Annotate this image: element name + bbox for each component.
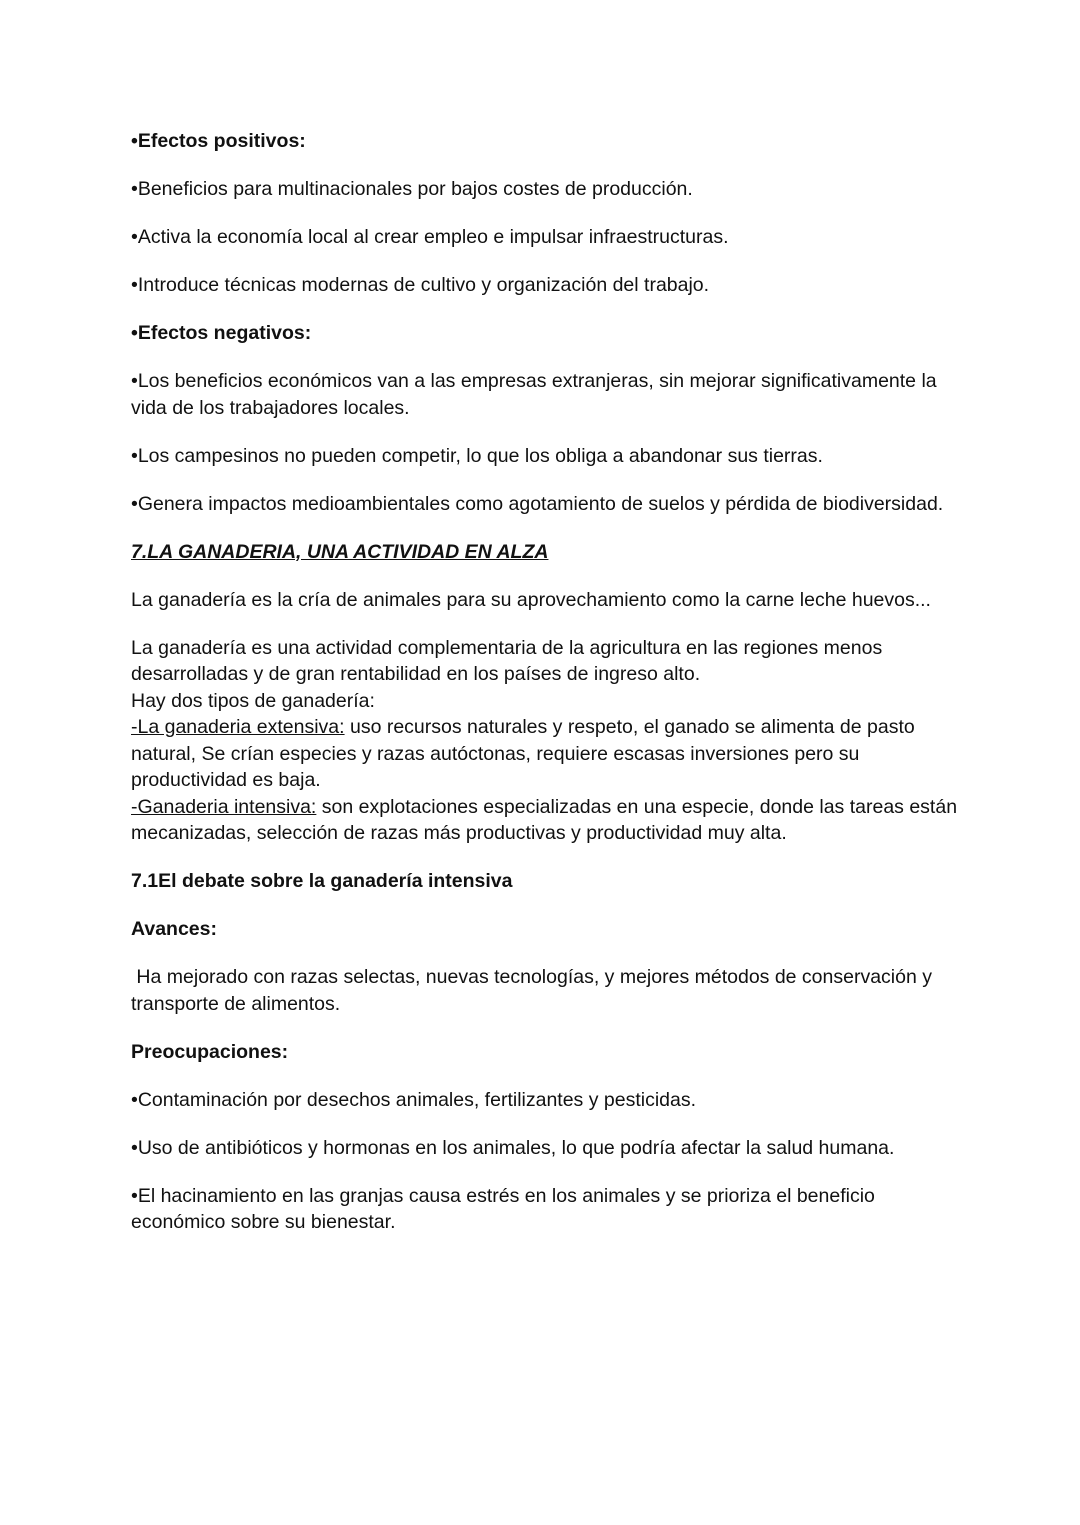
list-item: •Activa la economía local al crear empleo e impulsar infraestructuras. <box>131 226 729 248</box>
section-7-intro: La ganadería es la cría de animales para su aprovechamiento como la carne leche huevos... <box>131 588 931 611</box>
extensiva-text: uso recursos naturales y respeto, el ganado se alimenta de pasto natural, Se crían especies y razas autóctonas, requiere escasas inversiones pero su productividad es baja. <box>131 716 915 791</box>
list-item: •Los campesinos no pueden competir, lo que los obliga a abandonar sus tierras. <box>131 444 823 467</box>
section-7-heading: 7.LA GANADERIA, UNA ACTIVIDAD EN ALZA <box>131 540 549 563</box>
list-item: •Contaminación por desechos animales, fertilizantes y pesticidas. <box>131 1088 697 1111</box>
list-item: •Introduce técnicas modernas de cultivo y organización del trabajo. <box>131 274 710 296</box>
list-item: •Uso de antibióticos y hormonas en los animales, lo que podría afectar la salud humana. <box>131 1136 895 1159</box>
avances-title: Avances: <box>131 918 217 940</box>
list-item: •Los beneficios económicos van a las empresas extranjeras, sin mejorar significativamente la vida de los trabajadores locales. <box>131 370 937 419</box>
extensiva-paragraph <box>131 714 961 794</box>
section-7-body <box>131 635 961 847</box>
section-7-paragraph: La ganadería es una actividad complementaria de la agricultura en las regiones menos desarrolladas y de gran rentabilidad en los países de ingreso alto. <box>131 636 883 685</box>
list-item: •Genera impactos medioambientales como agotamiento de suelos y pérdida de biodiversidad. <box>131 492 944 515</box>
intensiva-label: -Ganaderia intensiva: <box>131 795 317 818</box>
efectos-positivos-title: •Efectos positivos: <box>131 130 306 152</box>
extensiva-label: -La ganaderia extensiva: <box>131 716 345 738</box>
efectos-negativos-title: •Efectos negativos: <box>131 322 312 344</box>
list-item: •Beneficios para multinacionales por bajos costes de producción. <box>131 178 693 200</box>
intensiva-text: son explotaciones especializadas en una especie, donde las tareas están mecanizadas, selección de razas más productivas y productividad muy alta. <box>131 795 958 844</box>
list-item: •El hacinamiento en las granjas causa estrés en los animales y se prioriza el beneficio económico sobre su bienestar. <box>131 1184 875 1233</box>
document-page <box>131 128 961 1236</box>
section-71-heading: 7.1El debate sobre la ganadería intensiva <box>131 870 513 892</box>
avances-text: Ha mejorado con razas selectas, nuevas tecnologías, y mejores métodos de conservación y transporte de alimentos. <box>131 966 938 1015</box>
types-intro: Hay dos tipos de ganadería: <box>131 689 375 712</box>
preocupaciones-title: Preocupaciones: <box>131 1040 289 1063</box>
intensiva-paragraph <box>131 794 961 847</box>
